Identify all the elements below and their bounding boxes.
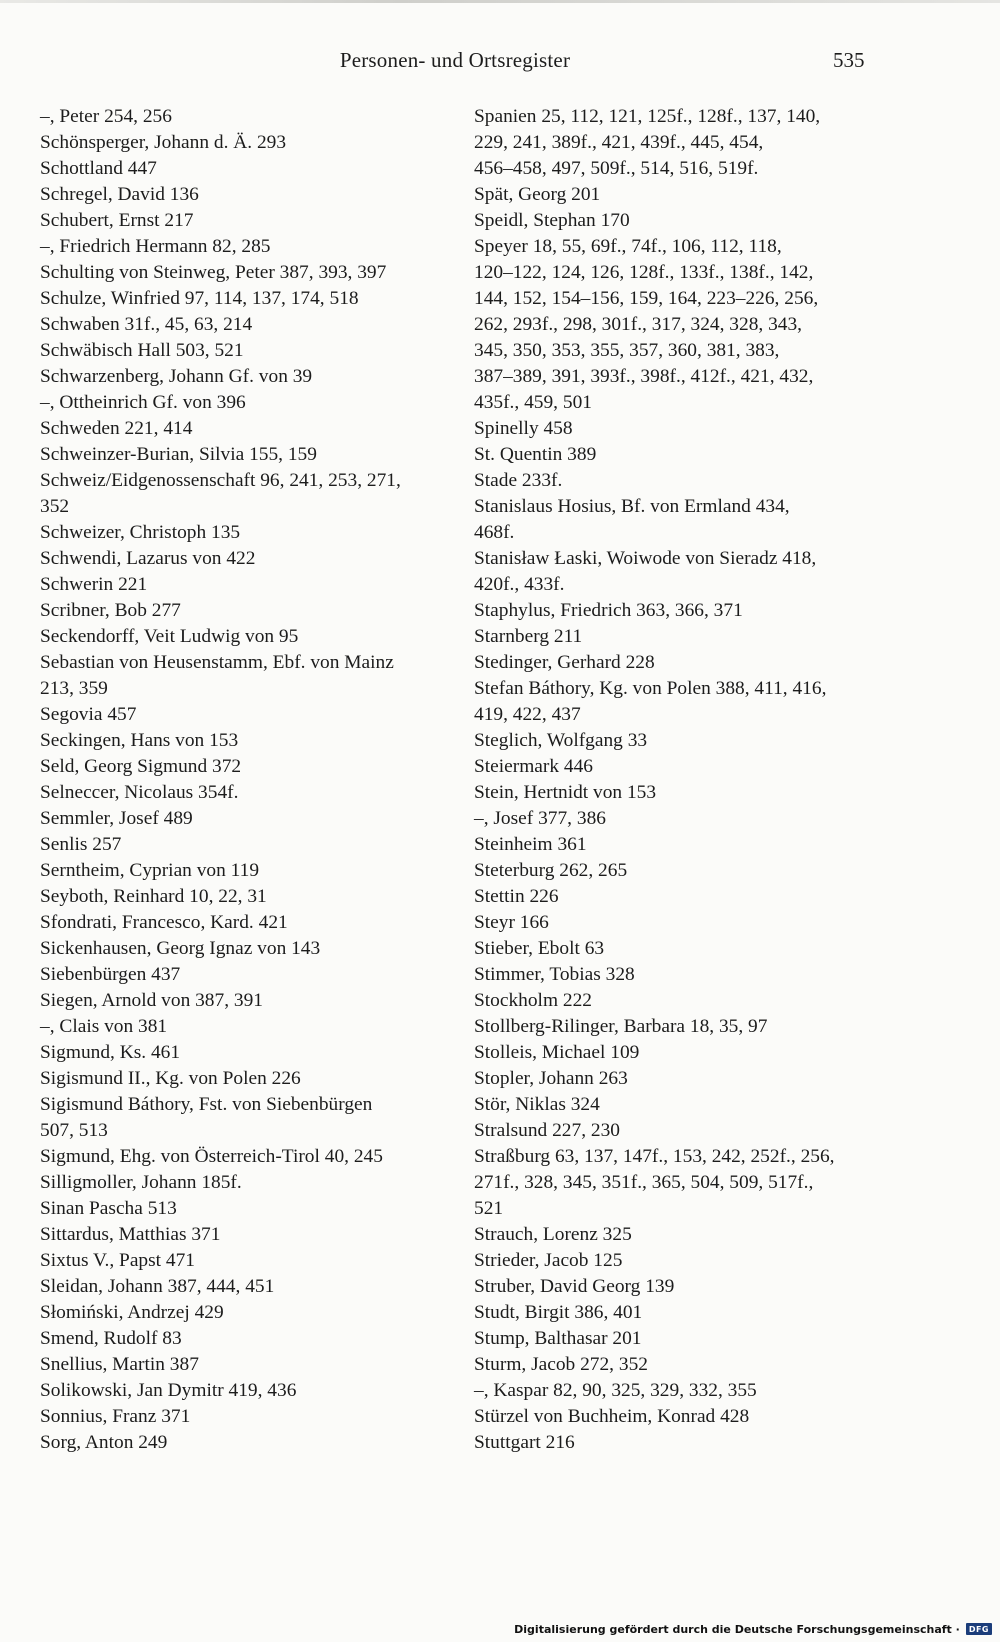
funding-notice: Digitalisierung gefördert durch die Deutsche Forschungsgemeinschaft · (514, 1622, 960, 1636)
index-entry (474, 1040, 869, 1066)
index-entry-text: Steyr 166 (474, 912, 549, 933)
index-entry-text: Speidl, Stephan 170 (474, 210, 630, 231)
index-entry-text: Sleidan, Johann 387, 444, 451 (40, 1276, 275, 1297)
scan-top-edge (0, 0, 1000, 3)
index-entry-text: Stuttgart 216 (474, 1432, 575, 1453)
index-entry-text: Sittardus, Matthias 371 (40, 1224, 221, 1245)
page-number: 535 (833, 48, 865, 72)
index-entry-text: Steglich, Wolfgang 33 (474, 730, 648, 751)
index-entry (40, 1092, 450, 1144)
index-entry (40, 988, 450, 1014)
index-entry (474, 1222, 869, 1248)
index-entry-text: Stedinger, Gerhard 228 (474, 652, 655, 673)
index-entry-text: Sigmund, Ks. 461 (40, 1042, 181, 1063)
index-entry (40, 572, 450, 598)
index-entry (40, 1352, 450, 1378)
index-entry (474, 1430, 869, 1456)
index-entry-continuation: 435f., 459, 501 (474, 392, 592, 413)
index-entry-text: Schottland 447 (40, 158, 157, 179)
index-entry-text: Spät, Georg 201 (474, 184, 601, 205)
index-entry-text: Schweiz/Eidgenossenschaft 96, 241, 253, 271, (40, 470, 401, 491)
index-entry (40, 364, 450, 390)
index-entry-text: Silligmoller, Johann 185f. (40, 1172, 242, 1193)
index-entry-text: Selneccer, Nicolaus 354f. (40, 782, 239, 803)
index-entry (40, 1222, 450, 1248)
index-entry-continuation: 387–389, 391, 393f., 398f., 412f., 421, 432, (474, 366, 814, 387)
index-entry (40, 806, 450, 832)
index-entry-text: Solikowski, Jan Dymitr 419, 436 (40, 1380, 297, 1401)
index-entry-continuation: 521 (474, 1198, 504, 1219)
index-entry-text: Schubert, Ernst 217 (40, 210, 194, 231)
index-entry-continuation: 213, 359 (40, 678, 108, 699)
index-entry (474, 1014, 869, 1040)
index-entry-text: Serntheim, Cyprian von 119 (40, 860, 260, 881)
index-entry (474, 728, 869, 754)
index-entry (40, 832, 450, 858)
index-entry (40, 156, 450, 182)
index-entry-text: Stein, Hertnidt von 153 (474, 782, 657, 803)
index-entry (40, 754, 450, 780)
index-entry (40, 130, 450, 156)
index-entry-text: Stieber, Ebolt 63 (474, 938, 605, 959)
index-entry (40, 858, 450, 884)
index-entry-text: Smend, Rudolf 83 (40, 1328, 182, 1349)
index-entry-continuation: 229, 241, 389f., 421, 439f., 445, 454, (474, 132, 764, 153)
index-entry-text: Schönsperger, Johann d. Ä. 293 (40, 132, 287, 153)
index-entry-text: –, Friedrich Hermann 82, 285 (40, 236, 271, 257)
index-entry (474, 676, 869, 728)
index-entry (474, 1378, 869, 1404)
index-entry (40, 468, 450, 520)
index-entry (474, 832, 869, 858)
index-entry (40, 884, 450, 910)
index-entry (474, 1326, 869, 1352)
index-column-left (40, 104, 450, 1456)
index-entry-text: Spanien 25, 112, 121, 125f., 128f., 137, 140, (474, 106, 821, 127)
index-entry-text: Steiermark 446 (474, 756, 594, 777)
index-entry (474, 1248, 869, 1274)
index-entry (40, 910, 450, 936)
index-entry-continuation: 456–458, 497, 509f., 514, 516, 519f. (474, 158, 759, 179)
index-entry (40, 1040, 450, 1066)
index-entry-text: Schregel, David 136 (40, 184, 199, 205)
index-entry-text: –, Ottheinrich Gf. von 396 (40, 392, 246, 413)
index-entry-text: Stolleis, Michael 109 (474, 1042, 640, 1063)
index-entry (40, 182, 450, 208)
index-entry (40, 234, 450, 260)
index-entry (474, 468, 869, 494)
index-entry-text: Schwäbisch Hall 503, 521 (40, 340, 244, 361)
index-entry (474, 208, 869, 234)
index-entry (40, 286, 450, 312)
index-entry (40, 1274, 450, 1300)
index-entry (40, 1404, 450, 1430)
index-entry (474, 624, 869, 650)
index-entry-text: Seld, Georg Sigmund 372 (40, 756, 242, 777)
index-entry-text: Stralsund 227, 230 (474, 1120, 620, 1141)
index-entry-text: –, Josef 377, 386 (474, 808, 606, 829)
index-entry (474, 962, 869, 988)
index-entry (40, 1014, 450, 1040)
index-entry-text: Stollberg-Rilinger, Barbara 18, 35, 97 (474, 1016, 768, 1037)
index-entry-continuation: 271f., 328, 345, 351f., 365, 504, 509, 517f., (474, 1172, 814, 1193)
index-entry (40, 1300, 450, 1326)
index-entry (474, 1118, 869, 1144)
index-entry (40, 104, 450, 130)
index-entry-text: Schulze, Winfried 97, 114, 137, 174, 518 (40, 288, 359, 309)
index-entry (40, 1144, 450, 1170)
index-entry (40, 260, 450, 286)
index-entry-text: Schwendi, Lazarus von 422 (40, 548, 256, 569)
index-entry-text: Stopler, Johann 263 (474, 1068, 628, 1089)
index-entry-text: Struber, David Georg 139 (474, 1276, 675, 1297)
index-entry-text: Stefan Báthory, Kg. von Polen 388, 411, 416, (474, 678, 827, 699)
index-entry (474, 884, 869, 910)
index-entry (474, 598, 869, 624)
index-entry (474, 546, 869, 598)
index-entry-text: Strauch, Lorenz 325 (474, 1224, 632, 1245)
index-entry (40, 442, 450, 468)
index-entry-text: Stettin 226 (474, 886, 559, 907)
index-entry (474, 182, 869, 208)
index-entry (40, 598, 450, 624)
index-entry (474, 754, 869, 780)
index-entry-text: Słomiński, Andrzej 429 (40, 1302, 224, 1323)
index-entry (40, 780, 450, 806)
index-entry-text: Sebastian von Heusenstamm, Ebf. von Mainz (40, 652, 394, 673)
index-entry-continuation: 262, 293f., 298, 301f., 317, 324, 328, 343, (474, 314, 803, 335)
running-title: Personen- und Ortsregister (339, 48, 571, 72)
index-entry (40, 702, 450, 728)
index-entry (474, 1352, 869, 1378)
index-entry-text: Sfondrati, Francesco, Kard. 421 (40, 912, 288, 933)
index-entry-text: Schwerin 221 (40, 574, 148, 595)
digitization-footer (514, 1620, 992, 1638)
index-entry-text: Seckingen, Hans von 153 (40, 730, 239, 751)
index-entry (40, 1430, 450, 1456)
index-entry-continuation: 420f., 433f. (474, 574, 565, 595)
index-entry (40, 1196, 450, 1222)
index-entry-text: Stanislaus Hosius, Bf. von Ermland 434, (474, 496, 790, 517)
index-entry (40, 624, 450, 650)
index-entry-text: Sickenhausen, Georg Ignaz von 143 (40, 938, 321, 959)
index-entry-text: Studt, Birgit 386, 401 (474, 1302, 643, 1323)
index-entry (40, 1326, 450, 1352)
index-entry (474, 494, 869, 546)
index-entry-text: Stanisław Łaski, Woiwode von Sieradz 418, (474, 548, 817, 569)
index-entry (40, 650, 450, 702)
index-entry-text: Seckendorff, Veit Ludwig von 95 (40, 626, 299, 647)
index-entry (474, 1066, 869, 1092)
index-entry-text: Scribner, Bob 277 (40, 600, 181, 621)
index-entry (474, 650, 869, 676)
index-entry (40, 936, 450, 962)
index-entry (40, 338, 450, 364)
index-entry (474, 910, 869, 936)
index-entry-text: Seyboth, Reinhard 10, 22, 31 (40, 886, 267, 907)
index-entry-text: Sigismund Báthory, Fst. von Siebenbürgen (40, 1094, 373, 1115)
index-entry (40, 208, 450, 234)
index-entry (40, 416, 450, 442)
index-entry-text: –, Kaspar 82, 90, 325, 329, 332, 355 (474, 1380, 757, 1401)
index-entry-text: Stump, Balthasar 201 (474, 1328, 642, 1349)
index-entry-continuation: 507, 513 (40, 1120, 108, 1141)
index-entry-continuation: 419, 422, 437 (474, 704, 581, 725)
index-entry-text: Senlis 257 (40, 834, 122, 855)
index-entry-text: Sonnius, Franz 371 (40, 1406, 191, 1427)
index-entry (474, 936, 869, 962)
index-entry-text: Schwaben 31f., 45, 63, 214 (40, 314, 253, 335)
index-entry (474, 806, 869, 832)
index-entry (40, 546, 450, 572)
index-entry (40, 728, 450, 754)
index-entry-text: Schweden 221, 414 (40, 418, 193, 439)
index-entry (40, 1378, 450, 1404)
index-entry (40, 1066, 450, 1092)
index-entry-continuation: 345, 350, 353, 355, 357, 360, 381, 383, (474, 340, 780, 361)
index-entry-text: Schweizer, Christoph 135 (40, 522, 241, 543)
index-entry (474, 1404, 869, 1430)
index-entry (474, 104, 869, 182)
index-entry-text: Siegen, Arnold von 387, 391 (40, 990, 263, 1011)
index-entry-text: Segovia 457 (40, 704, 137, 725)
index-entry-text: Sigmund, Ehg. von Österreich-Tirol 40, 245 (40, 1146, 383, 1167)
index-entry (474, 234, 869, 416)
index-entry (40, 962, 450, 988)
index-entry (40, 520, 450, 546)
index-entry (474, 988, 869, 1014)
page-header (0, 48, 1000, 80)
index-entry-text: –, Clais von 381 (40, 1016, 168, 1037)
index-column-right (474, 104, 869, 1456)
index-entry (474, 442, 869, 468)
index-entry-text: Steinheim 361 (474, 834, 587, 855)
index-entry (474, 1092, 869, 1118)
index-entry-text: Schweinzer-Burian, Silvia 155, 159 (40, 444, 317, 465)
index-entry (474, 1144, 869, 1222)
index-entry-continuation: 352 (40, 496, 70, 517)
index-entry-text: Stade 233f. (474, 470, 563, 491)
index-entry-text: Straßburg 63, 137, 147f., 153, 242, 252f., 256, (474, 1146, 835, 1167)
index-entry-continuation: 468f. (474, 522, 515, 543)
dfg-logo: DFG (966, 1623, 992, 1635)
index-entry (474, 780, 869, 806)
index-entry-text: Stimmer, Tobias 328 (474, 964, 635, 985)
index-entry-text: Sixtus V., Papst 471 (40, 1250, 195, 1271)
index-entry (40, 1248, 450, 1274)
index-entry-text: Sigismund II., Kg. von Polen 226 (40, 1068, 301, 1089)
index-entry-text: Stör, Niklas 324 (474, 1094, 600, 1115)
index-entry (474, 1300, 869, 1326)
index-entry-text: Semmler, Josef 489 (40, 808, 193, 829)
index-entry-text: Sturm, Jacob 272, 352 (474, 1354, 648, 1375)
index-entry (474, 858, 869, 884)
index-entry-text: Sorg, Anton 249 (40, 1432, 168, 1453)
index-entry (474, 1274, 869, 1300)
index-entry-text: Steterburg 262, 265 (474, 860, 628, 881)
index-entry-text: Speyer 18, 55, 69f., 74f., 106, 112, 118, (474, 236, 782, 257)
index-entry-continuation: 144, 152, 154–156, 159, 164, 223–226, 256, (474, 288, 819, 309)
index-entry-text: Spinelly 458 (474, 418, 573, 439)
index-entry-text: –, Peter 254, 256 (40, 106, 172, 127)
index-entry-text: Strieder, Jacob 125 (474, 1250, 623, 1271)
index-entry-text: Sinan Pascha 513 (40, 1198, 177, 1219)
index-entry-text: Schulting von Steinweg, Peter 387, 393, 397 (40, 262, 387, 283)
index-entry (40, 312, 450, 338)
index-entry-text: Snellius, Martin 387 (40, 1354, 199, 1375)
index-entry-text: Staphylus, Friedrich 363, 366, 371 (474, 600, 743, 621)
index-entry-continuation: 120–122, 124, 126, 128f., 133f., 138f., 142, (474, 262, 814, 283)
index-entry-text: Schwarzenberg, Johann Gf. von 39 (40, 366, 313, 387)
index-entry (40, 390, 450, 416)
index-entry-text: Stockholm 222 (474, 990, 592, 1011)
index-entry-text: Siebenbürgen 437 (40, 964, 181, 985)
index-entry (40, 1170, 450, 1196)
index-entry (474, 416, 869, 442)
index-entry-text: Starnberg 211 (474, 626, 583, 647)
index-entry-text: St. Quentin 389 (474, 444, 597, 465)
index-entry-text: Stürzel von Buchheim, Konrad 428 (474, 1406, 750, 1427)
